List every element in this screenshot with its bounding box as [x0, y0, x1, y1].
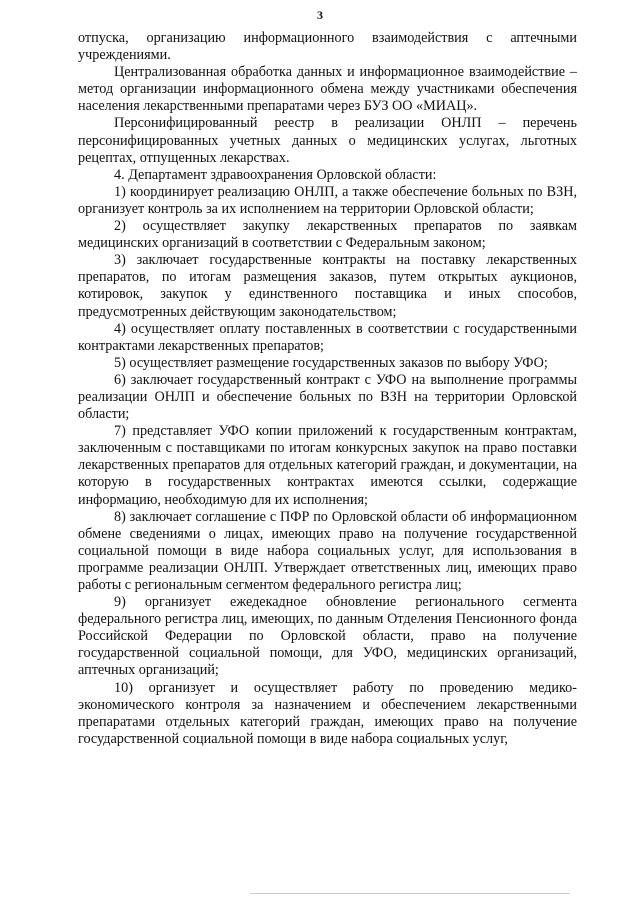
document-body	[78, 30, 577, 748]
list-item-6: 6) заключает государственный контракт с УФО на выполнение программы реализации ОНЛП и обеспечение больных по ВЗН на территории Орловской области;	[78, 371, 577, 423]
bottom-divider	[250, 893, 570, 894]
list-item-4: 4) осуществляет оплату поставленных в соответствии с государственными контрактами лекарственных препаратов;	[78, 320, 577, 354]
list-item-1: 1) координирует реализацию ОНЛП, а также обеспечение больных по ВЗН, организует контроль за их исполнением на территории Орловской области;	[78, 183, 577, 217]
list-item-2: 2) осуществляет закупку лекарственных препаратов по заявкам медицинских организаций в соответствии с Федеральным законом;	[78, 218, 577, 252]
list-item-8: 8) заключает соглашение с ПФР по Орловской области об информационном обмене сведениями о лицах, имеющих право на получение государственной социальной помощи в виде набора социальных услуг, для использования в программе реализации ОНЛП. Утверждает ответственных лиц, имеющих право работы с региональным сегментом федерального регистра лиц;	[78, 508, 577, 593]
paragraph-personified-registry: Персонифицированный реестр в реализации ОНЛП – перечень персонифицированных учетных данных о медицинских услугах, льготных рецептах, отпущенных лекарствах.	[78, 115, 577, 166]
list-item-9: 9) организует ежедекадное обновление регионального сегмента федерального регистра лиц, имеющих, по данным Отделения Пенсионного фонда Российской Федерации по Орловской области, право на получение государственной социальной помощи, для УФО, медицинских организаций, аптечных организаций;	[78, 594, 577, 679]
paragraph-centralized-processing: Централизованная обработка данных и информационное взаимодействие – метод организации информационного обмена между участниками обеспечения населения лекарственными препаратами через БУЗ ОО «МИАЦ».	[78, 64, 577, 115]
list-item-7: 7) представляет УФО копии приложений к государственным контрактам, заключенным с поставщиками по итогам конкурсных закупок на право поставки лекарственных препаратов для отдельных категорий граждан, и документации, на которую в государственных контрактах имеются ссылки, содержащие информацию, необходимую для их исполнения;	[78, 423, 577, 508]
section-heading-department: 4. Департамент здравоохранения Орловской области:	[114, 166, 437, 183]
list-item-10: 10) организует и осуществляет работу по проведению медико-экономического контроля за назначением и обеспечением лекарственными препаратами отдельных категорий граждан, имеющих право на получение государственной социальной помощи в виде набора социальных услуг,	[78, 679, 577, 747]
paragraph-continuation: отпуска, организацию информационного взаимодействия с аптечными учреждениями.	[78, 30, 577, 64]
list-item-3: 3) заключает государственные контракты на поставку лекарственных препаратов, по итогам размещения заказов, путем открытых аукционов, котировок, закупок у единственного поставщика и иных способов, предусмотренных действующим законодательством;	[78, 252, 577, 320]
list-item-5: 5) осуществляет размещение государственных заказов по выбору УФО;	[114, 354, 548, 371]
page-number: 3	[317, 8, 323, 22]
